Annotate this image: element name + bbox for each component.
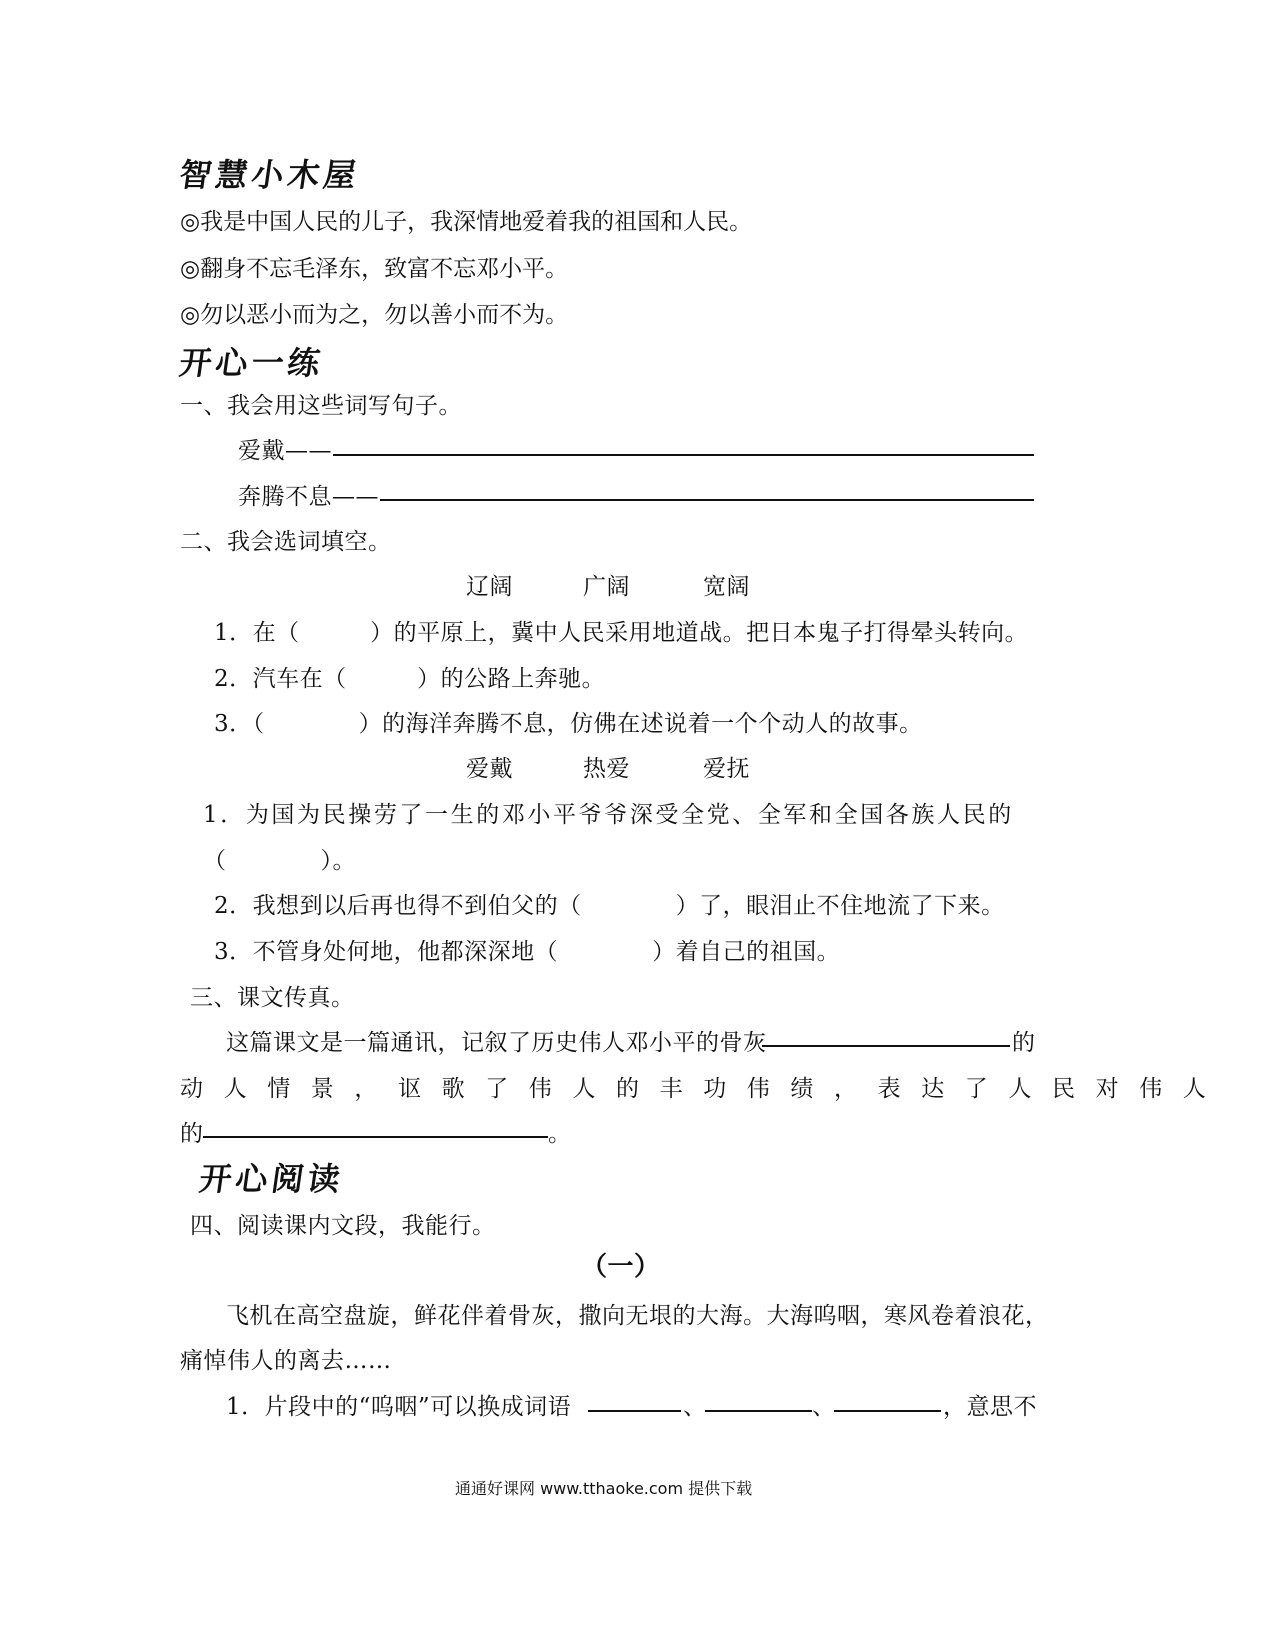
reading-paragraph: 飞机在高空盘旋，鲜花伴着骨灰，撒向无垠的大海。大海呜咽，寒风卷着浪花，: [226, 1303, 1049, 1329]
passage-text: 。: [548, 1121, 572, 1147]
passage-text: 动人情景，讴歌了伟人的丰功伟绩，表达了人民对伟人: [180, 1076, 1227, 1102]
fill-sentence-text: 1．为国为民操劳了一生的邓小平爷爷深受全党、全军和全国各族人民的: [203, 802, 1014, 828]
answer-blank[interactable]: [834, 1410, 941, 1412]
answer-blank[interactable]: [333, 454, 1034, 456]
section-heading-practice: 开心一练: [177, 344, 327, 382]
question-title: 二、我会选词填空。: [180, 529, 392, 555]
word-option: 热爱: [583, 756, 630, 782]
fill-sentence: [203, 796, 1035, 829]
word-option: 爱戴: [466, 756, 513, 782]
fill-sentence: 2．我想到以后再也得不到伯父的（ ）了，眼泪止不住地流了下来。: [214, 893, 1005, 919]
section-heading-reading: 开心阅读: [197, 1160, 347, 1198]
passage-text: 这篇课文是一篇通讯，记叙了历史伟人邓小平的骨灰: [226, 1030, 767, 1056]
word-option: 广阔: [583, 574, 630, 600]
fill-sentence: 2．汽车在（ ）的公路上奔驰。: [214, 666, 606, 692]
word-option: 爱抚: [703, 756, 750, 782]
reading-paragraph: 痛悼伟人的离去……: [180, 1348, 392, 1374]
passage-number: （一）: [581, 1252, 661, 1282]
answer-blank[interactable]: [203, 1136, 548, 1138]
separator-text: 、: [812, 1394, 836, 1420]
passage-text: 的: [180, 1121, 204, 1147]
word-prompt: 爱戴——: [238, 438, 332, 464]
answer-blank[interactable]: [705, 1410, 812, 1412]
question-title: 四、阅读课内文段，我能行。: [190, 1213, 496, 1239]
word-prompt: 奔腾不息——: [238, 484, 379, 510]
fill-sentence-continued: （ ）。: [203, 848, 356, 874]
reading-question: 1．片段中的“呜咽”可以换成词语: [226, 1394, 572, 1420]
answer-blank[interactable]: [762, 1045, 1010, 1047]
quote-line: ◎翻身不忘毛泽东，致富不忘邓小平。: [180, 256, 569, 282]
question-title: 一、我会用这些词写句子。: [180, 393, 462, 419]
word-option: 宽阔: [703, 574, 750, 600]
section-heading-wisdom: 智慧小木屋: [177, 156, 363, 194]
passage-text: 的: [1012, 1030, 1036, 1056]
fill-sentence: 1．在（ ）的平原上，冀中人民采用地道战。把日本鬼子打得晕头转向。: [214, 620, 1029, 646]
quote-line: ◎我是中国人民的儿子，我深情地爱着我的祖国和人民。: [180, 209, 753, 235]
quote-line: ◎勿以恶小而为之，勿以善小而不为。: [180, 302, 569, 328]
separator-text: 、: [683, 1394, 707, 1420]
fill-sentence: 3．（ ）的海洋奔腾不息，仿佛在述说着一个个动人的故事。: [214, 711, 923, 737]
word-option: 辽阔: [466, 574, 513, 600]
page-footer: 通通好课网 www.tthaoke.com 提供下载: [455, 1479, 753, 1498]
question-title: 三、课文传真。: [190, 985, 355, 1011]
reading-question: ，意思不: [943, 1394, 1037, 1420]
answer-blank[interactable]: [588, 1410, 681, 1412]
answer-blank[interactable]: [380, 499, 1034, 501]
fill-sentence: 3．不管身处何地，他都深深地（ ）着自己的祖国。: [214, 939, 841, 965]
